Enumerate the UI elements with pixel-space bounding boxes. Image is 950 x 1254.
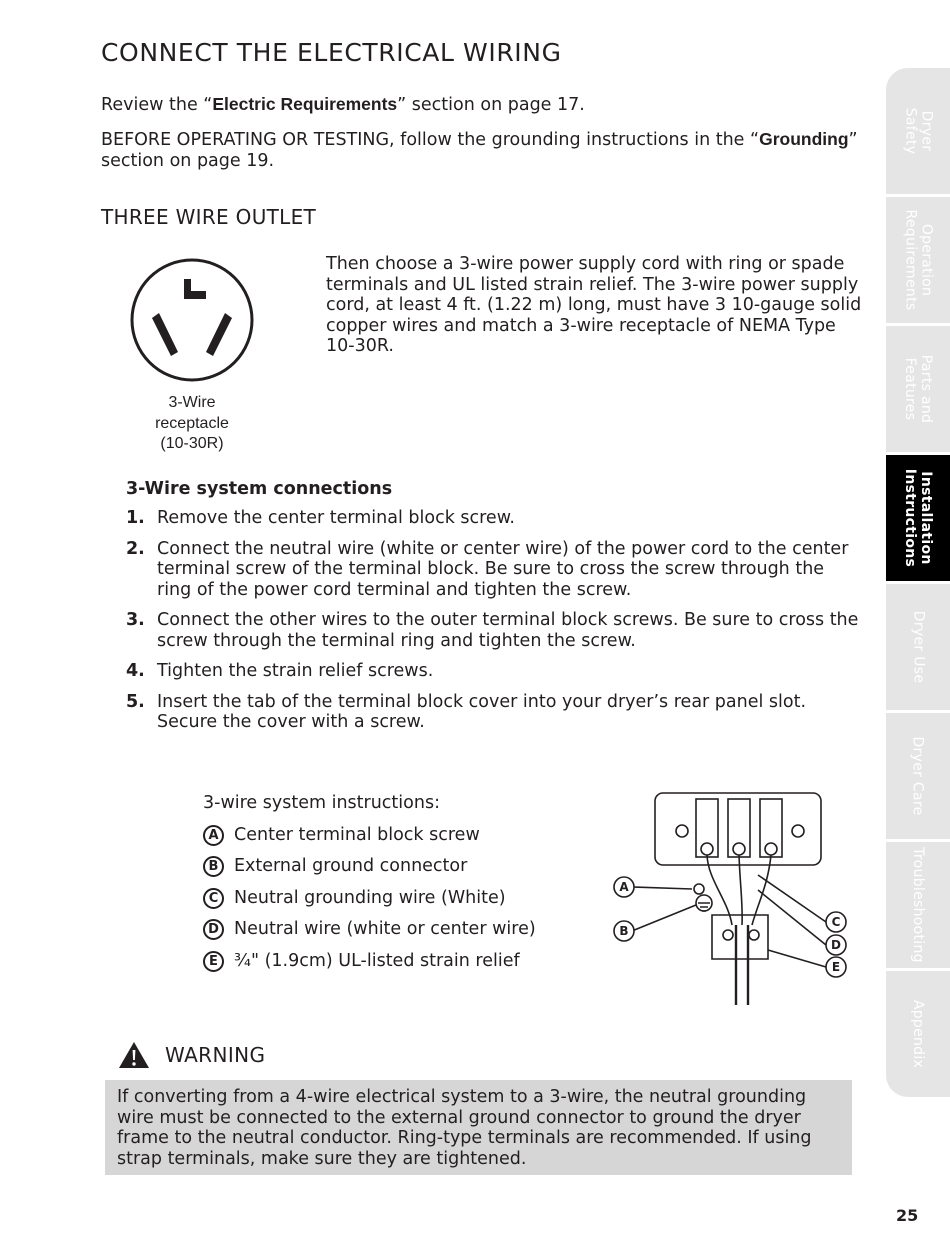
- tab-label: Appendix: [910, 999, 926, 1069]
- intro-section: [101, 94, 861, 172]
- connection-steps-list: [126, 508, 861, 743]
- legend-item: B External ground connector: [203, 851, 536, 883]
- tab-appendix[interactable]: [886, 971, 950, 1097]
- block-screw-left-icon: [676, 825, 688, 837]
- step-item: 2. Connect the neutral wire (white or center wire) of the power cord to the center terminal screw of the terminal block. Be sure to cross the screw through the ring of the power cord terminal and tighten the screw.: [126, 538, 849, 600]
- page-title: CONNECT THE ELECTRICAL WIRING: [101, 38, 562, 67]
- terminal-screw-icon: [733, 843, 745, 855]
- step-item: 1. Remove the center terminal block screw.: [126, 508, 515, 528]
- tab-label: Operation Requirements: [902, 209, 934, 311]
- callout-a: A: [619, 880, 629, 894]
- tab-label: Dryer Safety: [902, 107, 934, 155]
- intro-line-review: Review the “Electric Requirements” section on page 17.: [101, 94, 585, 115]
- leader-a: [632, 887, 692, 889]
- letter-badge: D: [203, 919, 224, 940]
- legend-heading: 3-wire system instructions:: [203, 793, 440, 813]
- callout-b: B: [619, 924, 629, 938]
- callout-e: E: [831, 960, 841, 974]
- wiring-legend: [203, 788, 536, 977]
- strain-relief-screw-icon: [723, 930, 733, 940]
- legend-item: D Neutral wire (white or center wire): [203, 914, 536, 946]
- tab-label: Troubleshooting: [910, 847, 926, 963]
- warning-triangle-icon: [117, 1040, 151, 1070]
- step-item: 5. Insert the tab of the terminal block cover into your dryer’s rear panel slot. Secure the cover with a screw.: [126, 691, 807, 732]
- tab-label: Installation Instructions: [902, 468, 935, 568]
- strain-relief: [712, 915, 768, 959]
- intro-line-grounding: BEFORE OPERATING OR TESTING, follow the grounding instructions in the “Grounding” section on page 19.: [101, 129, 858, 171]
- tab-label: Dryer Care: [910, 736, 926, 816]
- grounding-ref: Grounding: [759, 129, 849, 149]
- tab-troubleshooting[interactable]: [886, 842, 950, 968]
- legend-item: A Center terminal block screw: [203, 820, 536, 852]
- electric-requirements-ref: Electric Requirements: [212, 94, 398, 114]
- terminal-right: [760, 799, 782, 857]
- warning-box: [105, 1080, 852, 1175]
- letter-badge: C: [203, 888, 224, 909]
- legend-item: C Neutral grounding wire (White): [203, 883, 536, 915]
- legend-item: E ¾" (1.9cm) UL-listed strain relief: [203, 946, 536, 978]
- letter-badge: B: [203, 856, 224, 877]
- tab-dryer-care[interactable]: [886, 713, 950, 839]
- tab-label: Parts and Features: [902, 354, 935, 424]
- page-number: 25: [896, 1206, 919, 1225]
- terminal-center: [728, 799, 750, 857]
- callout-d: D: [831, 938, 841, 952]
- terminal-screw-icon: [765, 843, 777, 855]
- center-screw-icon: [694, 884, 704, 894]
- strain-relief-screw-icon: [749, 930, 759, 940]
- section-heading-three-wire-outlet: THREE WIRE OUTLET: [101, 205, 317, 229]
- terminal-block-wiring-diagram: [608, 785, 858, 1010]
- warning-text: If converting from a 4-wire electrical system to a 3-wire, the neutral grounding wire must be connected to the external ground connector to ground the dryer frame to the neutral conductor. Ring-type terminals are recommended. If using strap terminals, make sure they are tightened.: [117, 1087, 812, 1169]
- leader-b: [632, 905, 696, 931]
- power-cord: [736, 925, 748, 1005]
- letter-badge: A: [203, 825, 224, 846]
- tab-dryer-use[interactable]: [886, 584, 950, 710]
- tab-label: Dryer Use: [910, 610, 926, 684]
- terminal-screw-icon: [701, 843, 713, 855]
- power-cord-requirements-text: Then choose a 3-wire power supply cord with ring or spade terminals and UL listed strain relief. The 3-wire power supply cord, at least 4 ft. (1.22 m) long, must have 3 10-gauge solid copper wires and match a 3-wire receptacle of NEMA Type 10-30R.: [326, 254, 862, 356]
- letter-badge: E: [203, 951, 224, 972]
- warning-heading: WARNING: [165, 1043, 266, 1067]
- three-wire-receptacle-icon: [128, 258, 256, 386]
- block-screw-right-icon: [792, 825, 804, 837]
- tab-installation-instructions[interactable]: [886, 455, 950, 581]
- warning-heading-row: [117, 1040, 265, 1070]
- tab-dryer-safety[interactable]: [886, 68, 950, 194]
- receptacle-caption: 3-Wire receptacle (10-30R): [155, 394, 229, 452]
- steps-heading: 3-Wire system connections: [126, 479, 393, 499]
- terminal-left: [696, 799, 718, 857]
- tab-parts-and-features[interactable]: [886, 326, 950, 452]
- step-item: 3. Connect the other wires to the outer terminal block screws. Be sure to cross the screw through the terminal ring and tighten the screw.: [126, 610, 859, 651]
- callout-c: C: [831, 915, 841, 929]
- tab-operation-requirements[interactable]: [886, 197, 950, 323]
- leader-e: [768, 950, 826, 967]
- step-item: 4. Tighten the strain relief screws.: [126, 661, 434, 681]
